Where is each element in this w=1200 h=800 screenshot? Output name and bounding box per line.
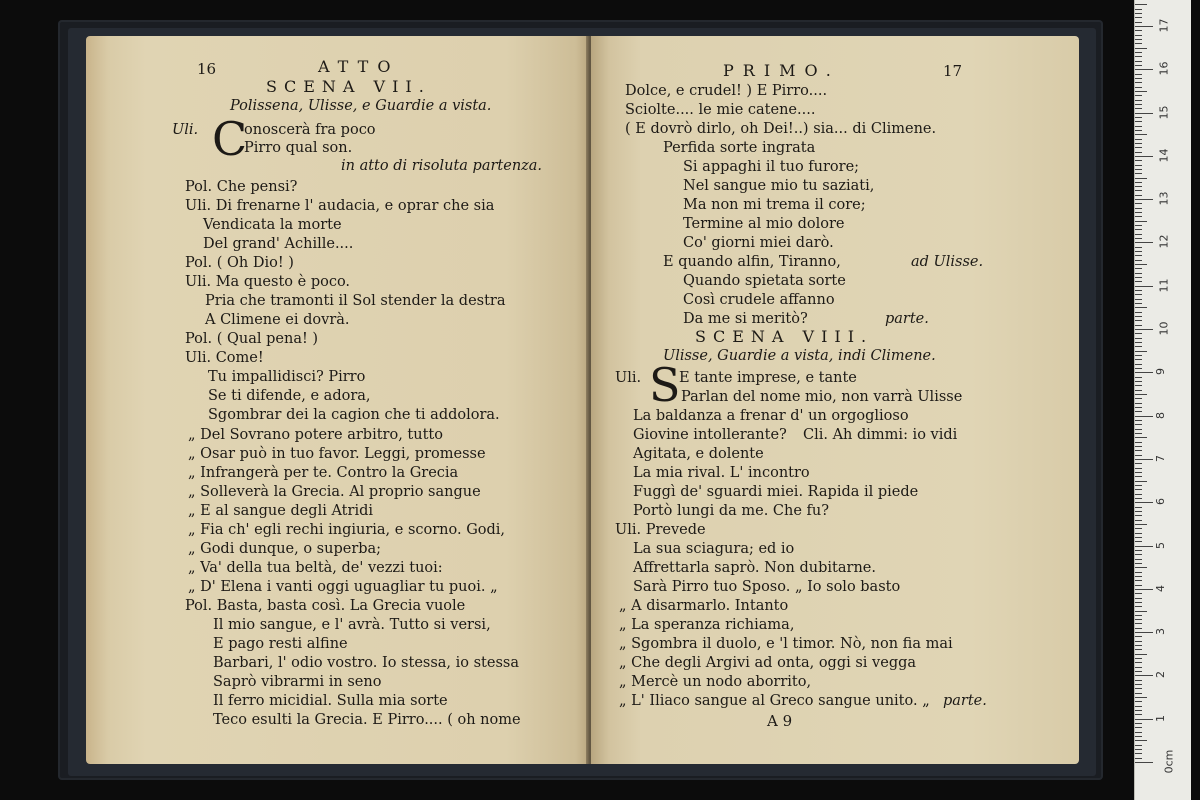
ruler-tick	[1135, 208, 1142, 209]
ruler-tick	[1135, 173, 1142, 174]
ruler-tick	[1135, 229, 1142, 230]
ruler-tick	[1135, 559, 1142, 560]
ruler-number: 6	[1154, 498, 1167, 506]
text-line: „ Mercè un nodo aborrito,	[619, 674, 812, 690]
drop-cap: S	[649, 358, 681, 412]
ruler-tick	[1135, 221, 1147, 222]
drop-cap: C	[212, 112, 248, 166]
right-page	[591, 36, 1079, 764]
ruler-tick	[1135, 381, 1142, 382]
ruler-tick	[1135, 260, 1142, 261]
text-line: Uli. Prevede	[615, 522, 706, 538]
text-line: La mia rival. L' incontro	[633, 465, 810, 481]
text-line: „ Va' della tua beltà, de' vezzi tuoi:	[188, 560, 443, 576]
text-line: Pol. ( Qual pena! )	[185, 331, 319, 347]
ruler-tick	[1135, 199, 1153, 200]
running-head: PRIMO.	[723, 61, 840, 80]
text-line: onoscerà fra poco	[244, 122, 376, 138]
ruler-tick	[1135, 186, 1142, 187]
ruler-tick	[1135, 732, 1142, 733]
text-line: Nel sangue mio tu saziati,	[683, 178, 875, 194]
ruler-number: 3	[1154, 628, 1167, 636]
ruler-tick	[1135, 255, 1142, 256]
ruler-number: 10	[1157, 321, 1171, 336]
ruler-tick	[1135, 182, 1142, 183]
text-line: Tu impallidisci? Pirro	[208, 369, 366, 385]
ruler-tick	[1135, 152, 1142, 153]
ruler-tick	[1135, 329, 1153, 330]
ruler-tick	[1135, 299, 1142, 300]
text-line: Si appaghi il tuo furore;	[683, 159, 860, 175]
ruler-tick	[1135, 264, 1147, 265]
text-line: Agitata, e dolente	[633, 446, 764, 462]
text-line: Termine al mio dolore	[683, 216, 845, 232]
ruler-tick	[1135, 485, 1142, 486]
ruler-tick	[1135, 147, 1142, 148]
ruler-tick	[1135, 325, 1142, 326]
ruler-number: 16	[1157, 61, 1171, 76]
text-line: Affrettarla saprò. Non dubitarne.	[633, 560, 876, 576]
ruler-tick	[1135, 117, 1142, 118]
ruler-tick	[1135, 476, 1142, 477]
text-line: Vendicata la morte	[203, 217, 342, 233]
text-line: „ A disarmarlo. Intanto	[619, 598, 789, 614]
text-line: Fuggì de' sguardi miei. Rapida il piede	[633, 484, 919, 500]
text-line: „ La speranza richiama,	[619, 617, 795, 633]
ruler-tick	[1135, 368, 1142, 369]
ruler-tick	[1135, 82, 1142, 83]
text-line: Ma non mi trema il core;	[683, 197, 866, 213]
running-head: ATTO	[318, 57, 400, 76]
text-line: Pirro qual son.	[244, 140, 353, 156]
text-line: E pago resti alfine	[213, 636, 348, 652]
ruler-tick	[1135, 342, 1142, 343]
ruler-tick	[1135, 727, 1142, 728]
text-line: „ Solleverà la Grecia. Al proprio sangue	[188, 484, 481, 500]
ruler-tick	[1135, 126, 1142, 127]
ruler-tick	[1135, 113, 1153, 114]
ruler-tick	[1135, 225, 1142, 226]
ruler-tick	[1135, 710, 1142, 711]
ruler-tick	[1135, 593, 1142, 594]
ruler-tick	[1135, 667, 1142, 668]
text-line: Uli. Di frenarne l' audacia, e oprar che sia	[185, 198, 495, 214]
ruler-number: 0cm	[1162, 749, 1176, 774]
text-line: Parlan del nome mio, non varrà Ulisse	[681, 389, 963, 405]
text-line: Sciolte.... le mie catene....	[625, 102, 816, 118]
ruler-tick	[1135, 636, 1142, 637]
ruler-tick	[1135, 65, 1142, 66]
ruler-tick	[1135, 78, 1142, 79]
ruler-number: 9	[1154, 368, 1167, 376]
text-line: „ Fia ch' egli rechi ingiuria, e scorno. Godi,	[188, 522, 506, 538]
ruler-tick	[1135, 533, 1142, 534]
ruler-tick	[1135, 95, 1142, 96]
ruler-tick	[1135, 416, 1153, 417]
ruler-number: 17	[1157, 18, 1171, 33]
ruler-tick	[1135, 26, 1153, 27]
ruler-tick	[1135, 762, 1153, 763]
ruler-tick	[1135, 351, 1147, 352]
text-line: Uli. Ma questo è poco.	[185, 274, 351, 290]
ruler-number: 14	[1157, 148, 1171, 163]
ruler-tick	[1135, 472, 1142, 473]
page-number: 17	[943, 62, 963, 80]
ruler-tick	[1135, 56, 1142, 57]
scene-heading: SCENA VIII.	[695, 327, 874, 346]
ruler-tick	[1135, 238, 1142, 239]
ruler-tick	[1135, 424, 1142, 425]
ruler-tick	[1135, 251, 1142, 252]
ruler-tick	[1135, 550, 1142, 551]
text-line: Quando spietata sorte	[683, 273, 846, 289]
signature-mark: A 9	[767, 712, 793, 730]
ruler-tick	[1135, 753, 1142, 754]
stage-direction: ad Ulisse.	[911, 254, 984, 270]
ruler-tick	[1135, 372, 1153, 373]
text-line: Co' giorni miei darò.	[683, 235, 834, 251]
ruler-tick	[1135, 649, 1142, 650]
ruler-tick	[1135, 641, 1142, 642]
ruler-tick	[1135, 684, 1142, 685]
text-line: „ Infrangerà per te. Contro la Grecia	[188, 465, 459, 481]
ruler-tick	[1135, 48, 1147, 49]
ruler-tick	[1135, 606, 1142, 607]
ruler-tick	[1135, 433, 1142, 434]
ruler-tick	[1135, 680, 1142, 681]
ruler-tick	[1135, 507, 1142, 508]
ruler-tick	[1135, 740, 1147, 741]
ruler-tick	[1135, 489, 1142, 490]
text-line: Saprò vibrarmi in seno	[213, 674, 382, 690]
ruler-tick	[1135, 355, 1142, 356]
ruler-tick	[1135, 394, 1147, 395]
ruler-tick	[1135, 511, 1142, 512]
ruler-tick	[1135, 567, 1147, 568]
ruler-number: 11	[1157, 278, 1171, 293]
ruler-tick	[1135, 442, 1142, 443]
ruler-tick	[1135, 316, 1142, 317]
ruler-tick	[1135, 459, 1153, 460]
ruler-tick	[1135, 338, 1142, 339]
text-line: „ L' Iliaco sangue al Greco sangue unito. „	[619, 693, 930, 709]
ruler-tick	[1135, 554, 1142, 555]
left-page	[86, 36, 589, 764]
ruler-number: 13	[1157, 191, 1171, 206]
text-line: Teco esulti la Grecia. E Pirro.... ( oh nome	[213, 712, 521, 728]
ruler-number: 12	[1157, 234, 1171, 249]
ruler-tick	[1135, 390, 1142, 391]
text-line: „ Godi dunque, o superba;	[188, 541, 382, 557]
ruler-tick	[1135, 385, 1142, 386]
ruler-tick	[1135, 619, 1142, 620]
ruler-tick	[1135, 134, 1147, 135]
ruler-tick	[1135, 623, 1142, 624]
text-line: „ D' Elena i vanti oggi uguagliar tu puoi. „	[188, 579, 498, 595]
ruler-tick	[1135, 537, 1142, 538]
ruler-tick	[1135, 446, 1142, 447]
ruler-tick	[1135, 190, 1142, 191]
ruler-tick	[1135, 407, 1142, 408]
ruler-tick	[1135, 43, 1142, 44]
ruler-tick	[1135, 165, 1142, 166]
ruler-tick	[1135, 30, 1142, 31]
text-line: E tante imprese, e tante	[679, 370, 857, 386]
page-number: 16	[197, 60, 217, 78]
ruler-tick	[1135, 178, 1147, 179]
scene-heading: SCENA VII.	[266, 77, 431, 96]
ruler-tick	[1135, 160, 1142, 161]
ruler-tick	[1135, 662, 1142, 663]
ruler-number: 5	[1154, 541, 1167, 549]
ruler-tick	[1135, 364, 1142, 365]
text-line: Così crudele affanno	[683, 292, 835, 308]
ruler-tick	[1135, 359, 1142, 360]
ruler-tick	[1135, 563, 1142, 564]
ruler-tick	[1135, 104, 1142, 105]
ruler-tick	[1135, 303, 1142, 304]
speaker-label: Uli.	[172, 122, 199, 138]
ruler-tick	[1135, 91, 1147, 92]
text-line: Perfida sorte ingrata	[663, 140, 816, 156]
stage-direction: parte.	[943, 693, 987, 709]
ruler-tick	[1135, 242, 1153, 243]
text-line: Pol. ( Oh Dio! )	[185, 255, 294, 271]
ruler-tick	[1135, 758, 1142, 759]
ruler-tick	[1135, 745, 1142, 746]
ruler-tick	[1135, 528, 1142, 529]
ruler-tick	[1135, 307, 1147, 308]
ruler-tick	[1135, 403, 1142, 404]
ruler-tick	[1135, 585, 1142, 586]
ruler-tick	[1135, 143, 1142, 144]
text-line: „ Del Sovrano potere arbitro, tutto	[188, 427, 443, 443]
ruler-tick	[1135, 346, 1142, 347]
ruler-tick	[1135, 4, 1147, 5]
text-line: Barbari, l' odio vostro. Io stessa, io stessa	[213, 655, 519, 671]
ruler-tick	[1135, 320, 1142, 321]
ruler-tick	[1135, 333, 1142, 334]
ruler-number: 1	[1154, 714, 1167, 722]
ruler-tick	[1135, 195, 1142, 196]
text-line: Uli. Come!	[185, 350, 264, 366]
ruler-tick	[1135, 108, 1142, 109]
ruler-tick	[1135, 69, 1153, 70]
stage-direction: parte.	[885, 311, 929, 327]
text-line: Se ti difende, e adora,	[208, 388, 371, 404]
text-line: La baldanza a frenar d' un orgoglioso	[633, 408, 909, 424]
ruler-tick	[1135, 632, 1153, 633]
ruler-tick	[1135, 714, 1142, 715]
ruler-tick	[1135, 645, 1142, 646]
text-line: Pria che tramonti il Sol stender la destra	[205, 293, 506, 309]
ruler-number: 8	[1154, 411, 1167, 419]
text-line: „ Sgombra il duolo, e 'l timor. Nò, non fia mai	[619, 636, 953, 652]
ruler-tick	[1135, 736, 1142, 737]
ruler-tick	[1135, 576, 1142, 577]
ruler-tick	[1135, 52, 1142, 53]
ruler-tick	[1135, 294, 1142, 295]
ruler-tick	[1135, 598, 1142, 599]
text-line: Il ferro micidial. Sulla mia sorte	[213, 693, 448, 709]
ruler-tick	[1135, 312, 1142, 313]
ruler-tick	[1135, 61, 1142, 62]
text-line: Da me si meritò?	[683, 311, 808, 327]
ruler-tick	[1135, 719, 1153, 720]
ruler-tick	[1135, 463, 1142, 464]
ruler-tick	[1135, 377, 1142, 378]
ruler-tick	[1135, 450, 1142, 451]
ruler-tick	[1135, 654, 1147, 655]
ruler-tick	[1135, 139, 1142, 140]
ruler-tick	[1135, 234, 1142, 235]
ruler-tick	[1135, 39, 1142, 40]
ruler-tick	[1135, 17, 1142, 18]
ruler-tick	[1135, 247, 1142, 248]
ruler-tick	[1135, 502, 1153, 503]
ruler-tick	[1135, 273, 1142, 274]
text-line: Pol. Basta, basta così. La Grecia vuole	[185, 598, 466, 614]
ruler-tick	[1135, 212, 1142, 213]
ruler-tick	[1135, 277, 1142, 278]
text-line: „ Che degli Argivi ad onta, oggi si vegga	[619, 655, 917, 671]
ruler-number: 7	[1154, 454, 1167, 462]
ruler-tick	[1135, 658, 1142, 659]
text-line: „ E al sangue degli Atridi	[188, 503, 374, 519]
ruler-tick	[1135, 688, 1142, 689]
ruler-tick	[1135, 723, 1142, 724]
text-line: Il mio sangue, e l' avrà. Tutto si versi,	[213, 617, 491, 633]
ruler-tick	[1135, 420, 1142, 421]
speaker-label: Uli.	[615, 370, 642, 386]
text-line: Sarà Pirro tuo Sposo. „ Io solo basto	[633, 579, 901, 595]
text-line: Sgombrar dei la cagion che ti addolora.	[208, 407, 500, 423]
ruler-tick	[1135, 130, 1142, 131]
ruler-tick	[1135, 628, 1142, 629]
text-line: Portò lungi da me. Che fu?	[633, 503, 830, 519]
ruler-tick	[1135, 580, 1142, 581]
ruler-tick	[1135, 671, 1142, 672]
ruler-tick	[1135, 13, 1142, 14]
stage-direction: in atto di risoluta partenza.	[341, 158, 543, 174]
text-line: Giovine intollerante?	[633, 427, 787, 443]
ruler-tick	[1135, 286, 1153, 287]
ruler-tick	[1135, 701, 1142, 702]
ruler-tick	[1135, 602, 1142, 603]
character-list: Ulisse, Guardie a vista, indi Climene.	[663, 348, 936, 364]
ruler-tick	[1135, 572, 1142, 573]
ruler-tick	[1135, 290, 1142, 291]
ruler-tick	[1135, 524, 1147, 525]
ruler-tick	[1135, 411, 1142, 412]
ruler-tick	[1135, 35, 1142, 36]
ruler-tick	[1135, 611, 1147, 612]
text-line: ( E dovrò dirlo, oh Dei!..) sia... di Climene.	[625, 121, 937, 137]
ruler-tick	[1135, 216, 1142, 217]
ruler-tick	[1135, 203, 1142, 204]
character-list: Polissena, Ulisse, e Guardie a vista.	[230, 98, 492, 114]
ruler-tick	[1135, 546, 1153, 547]
ruler-tick	[1135, 749, 1142, 750]
ruler-tick	[1135, 615, 1142, 616]
text-line: E quando alfin, Tiranno,	[663, 254, 841, 270]
text-line: Del grand' Achille....	[203, 236, 354, 252]
ruler-tick	[1135, 429, 1142, 430]
ruler-number: 4	[1154, 584, 1167, 592]
text-line: „ Osar può in tuo favor. Leggi, promesse	[188, 446, 486, 462]
ruler-tick	[1135, 675, 1153, 676]
ruler-tick	[1135, 100, 1142, 101]
ruler-tick	[1135, 494, 1142, 495]
ruler-tick	[1135, 437, 1147, 438]
ruler-tick	[1135, 697, 1147, 698]
ruler-tick	[1135, 268, 1142, 269]
text-line: Pol. Che pensi?	[185, 179, 298, 195]
scale-ruler	[1134, 0, 1191, 800]
text-line: A Climene ei dovrà.	[205, 312, 350, 328]
ruler-tick	[1135, 121, 1142, 122]
ruler-tick	[1135, 156, 1153, 157]
ruler-tick	[1135, 520, 1142, 521]
ruler-tick	[1135, 498, 1142, 499]
ruler-tick	[1135, 468, 1142, 469]
ruler-tick	[1135, 481, 1147, 482]
ruler-tick	[1135, 589, 1153, 590]
ruler-tick	[1135, 22, 1142, 23]
ruler-tick	[1135, 515, 1142, 516]
ruler-number: 15	[1157, 105, 1171, 119]
ruler-tick	[1135, 693, 1142, 694]
ruler-tick	[1135, 9, 1142, 10]
ruler-number: 2	[1154, 671, 1167, 679]
text-line: Cli. Ah dimmi: io vidi	[803, 427, 958, 443]
text-line: Dolce, e crudel! ) E Pirro....	[625, 83, 828, 99]
ruler-tick	[1135, 706, 1142, 707]
ruler-tick	[1135, 398, 1142, 399]
ruler-tick	[1135, 541, 1142, 542]
ruler-tick	[1135, 455, 1142, 456]
ruler-tick	[1135, 87, 1142, 88]
ruler-tick	[1135, 281, 1142, 282]
ruler-tick	[1135, 169, 1142, 170]
text-line: La sua sciagura; ed io	[633, 541, 795, 557]
ruler-tick	[1135, 74, 1142, 75]
